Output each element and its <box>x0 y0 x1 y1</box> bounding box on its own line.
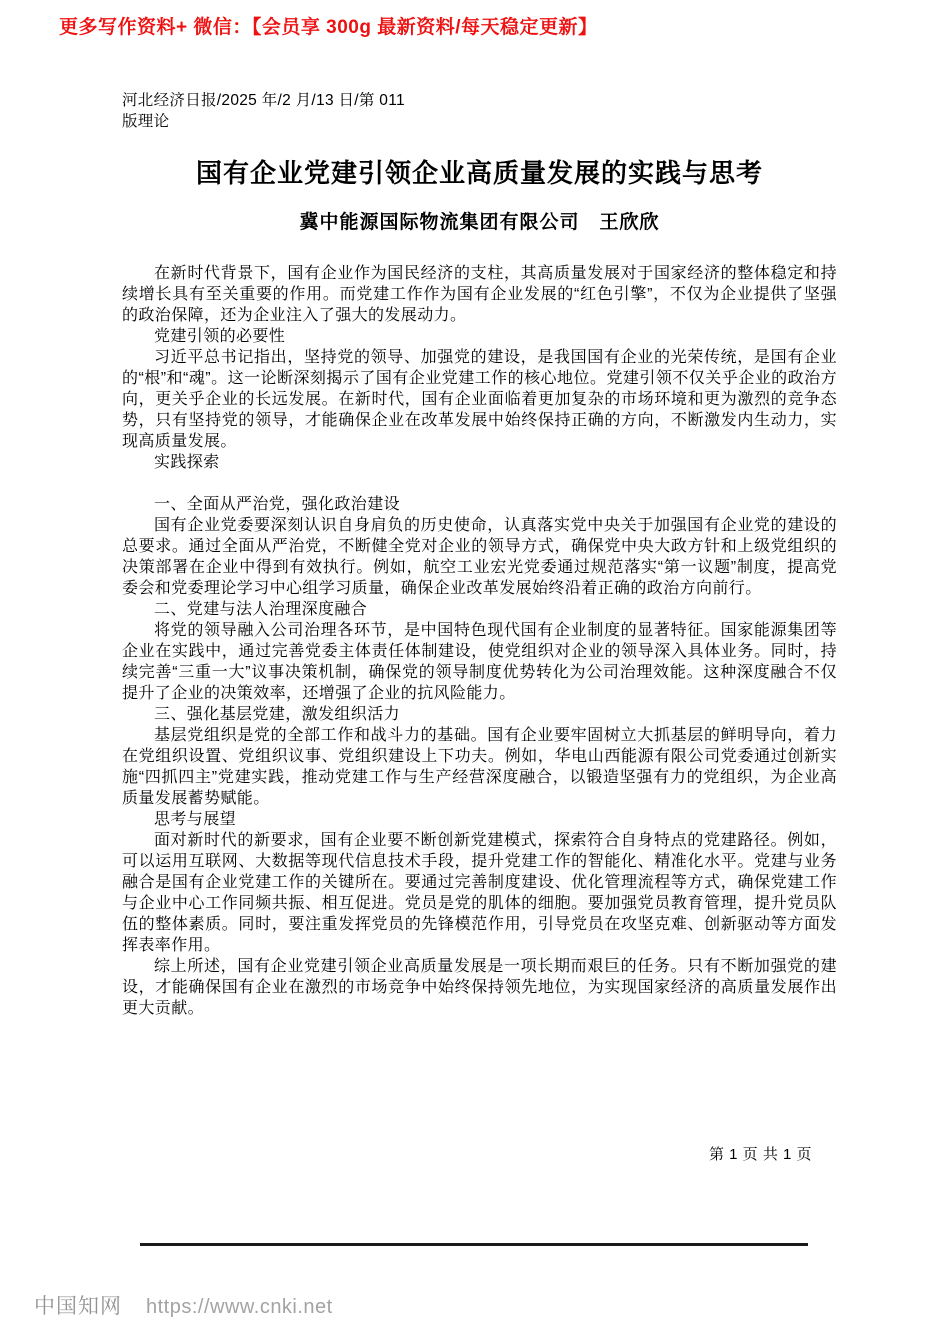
article-paragraph: 基层党组织是党的全部工作和战斗力的基础。国有企业要牢固树立大抓基层的鲜明导向，着力在党组织设置、党组织议事、党组织建设上下功夫。例如，华电山西能源有限公司党委通过创新实施“四抓四主”党建实践，推动党建工作与生产经营深度融合，以锻造坚强有力的党组织，为企业高质量发展蓄势赋能。 <box>122 727 837 807</box>
section-heading: 二、党建与法人治理深度融合 <box>154 601 368 618</box>
article-paragraph: 习近平总书记指出，坚持党的领导、加强党的建设，是我国国有企业的光荣传统，是国有企业的“根”和“魂”。这一论断深刻揭示了国有企业党建工作的核心地位。党建引领不仅关乎企业的政治方向，更关乎企业的长远发展。在新时代，国有企业面临着更加复杂的市场环境和更为激烈的竞争态势，只有坚持党的领导，才能确保企业在改革发展中始终保持正确的方向，不断激发内生动力，实现高质量发展。 <box>122 349 837 450</box>
section-heading: 一、全面从严治党，强化政治建设 <box>154 496 401 513</box>
section-heading: 实践探索 <box>154 454 220 471</box>
article-title: 国有企业党建引领企业高质量发展的实践与思考 <box>195 158 763 188</box>
publication-source-line2: 版理论 <box>122 113 170 130</box>
publication-source-line1: 河北经济日报/2025 年/2 月/13 日/第 011 <box>122 92 405 109</box>
cnki-brand-text: 中国知网 <box>34 1295 122 1318</box>
watermark <box>34 1290 333 1320</box>
article-paragraph: 将党的领导融入公司治理各环节，是中国特色现代国有企业制度的显著特征。国家能源集团等企业在实践中，通过完善党委主体责任体制建设，使党组织对企业的领导深入具体业务。同时，持续完善“三重一大”议事决策机制，确保党的领导制度优势转化为公司治理效能。这种深度融合不仅提升了企业的决策效率，还增强了企业的抗风险能力。 <box>122 622 837 702</box>
article-paragraph: 面对新时代的新要求，国有企业要不断创新党建模式，探索符合自身特点的党建路径。例如，可以运用互联网、大数据等现代信息技术手段，提升党建工作的智能化、精准化水平。党建与业务融合是国有企业党建工作的关键所在。要通过完善制度建设、优化管理流程等方式，确保党建工作与企业中心工作同频共振、相互促进。党员是党的肌体的细胞。要加强党员教育管理，提升党员队伍的整体素质。同时，要注重发挥党员的先锋模范作用，引导党员在攻坚克难、创新驱动等方面发挥表率作用。 <box>122 832 837 954</box>
article-body <box>122 263 837 1019</box>
promo-banner: 更多写作资料+ 微信：【会员享 300g 最新资料/每天稳定更新】 <box>59 17 598 38</box>
section-heading: 思考与展望 <box>154 811 237 828</box>
publication-source <box>122 90 837 132</box>
article-paragraph: 综上所述，国有企业党建引领企业高质量发展是一项长期而艰巨的任务。只有不断加强党的建设，才能确保国有企业在激烈的市场竞争中始终保持领先地位，为实现国家经济的高质量发展作出更大贡献。 <box>122 958 837 1017</box>
article-paragraph: 国有企业党委要深刻认识自身肩负的历史使命，认真落实党中央关于加强国有企业党的建设的总要求。通过全面从严治党，不断健全党对企业的领导方式，确保党中央大政方针和上级党组织的决策部署在企业中得到有效执行。例如，航空工业宏光党委通过规范落实“第一议题”制度，提高党委会和党委理论学习中心组学习质量，确保企业改革发展始终沿着正确的政治方向前行。 <box>122 517 837 597</box>
page-number: 第 1 页 共 1 页 <box>708 1146 812 1163</box>
article-author: 冀中能源国际物流集团有限公司 王欣欣 <box>299 212 660 233</box>
article-paragraph: 在新时代背景下，国有企业作为国民经济的支柱，其高质量发展对于国家经济的整体稳定和持续增长具有至关重要的作用。而党建工作作为国有企业发展的“红色引擎”，不仅为企业提供了坚强的政治保障，还为企业注入了强大的发展动力。 <box>122 265 837 324</box>
footer-divider <box>140 1243 808 1246</box>
cnki-url-text: https://www.cnki.net <box>146 1296 333 1318</box>
section-heading: 党建引领的必要性 <box>154 328 286 345</box>
section-heading: 三、强化基层党建，激发组织活力 <box>154 706 401 723</box>
article-content <box>122 90 837 1019</box>
